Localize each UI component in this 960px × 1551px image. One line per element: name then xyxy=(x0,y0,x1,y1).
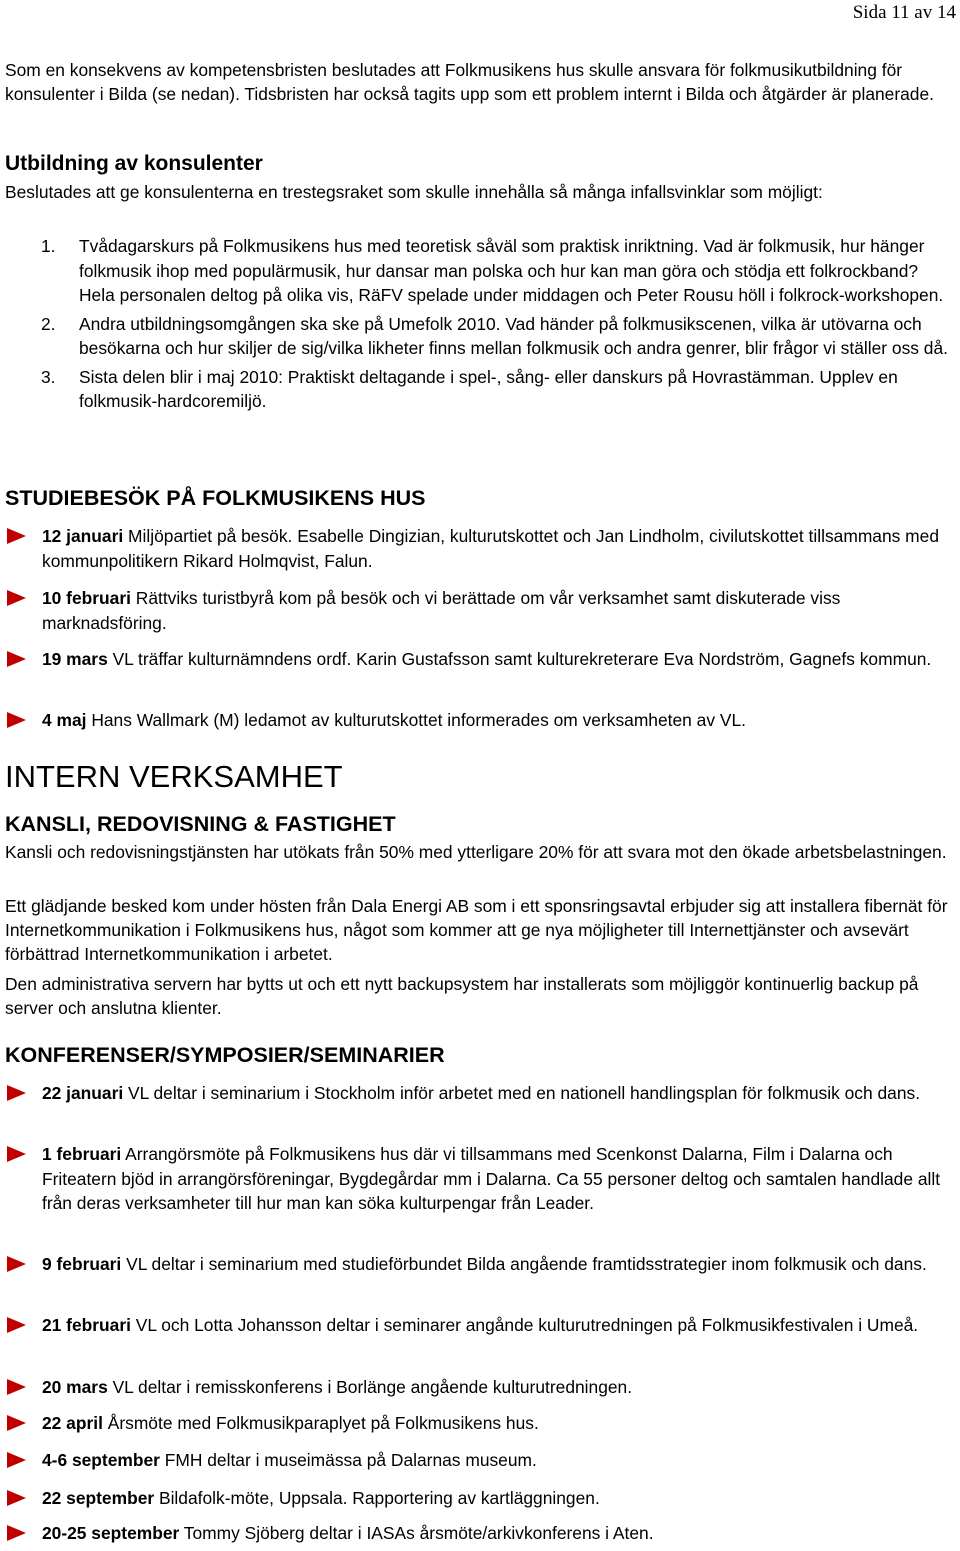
list-item xyxy=(5,312,955,361)
studiebesok-item xyxy=(5,524,955,573)
list-text: Andra utbildningsomgången ska ske på Umefolk 2010. Vad händer på folkmusikscenen, vilka är utövarna och besökarna och hur skiljer de sig/vilka likheter finns mellan folkmusik och andra genrer, blir frågor vi ställer oss då. xyxy=(79,313,948,358)
item-date: 20-25 september xyxy=(42,1523,180,1543)
item-text: Bildafolk-möte, Uppsala. Rapportering av kartläggningen. xyxy=(154,1488,600,1508)
bullet-arrow-icon xyxy=(7,1452,26,1468)
utbildning-lead: Beslutades att ge konsulenterna en trestegsraket som skulle innehålla så många infallsvinklar som möjligt: xyxy=(5,182,823,202)
item-text: Hans Wallmark (M) ledamot av kulturutskottet informerades om verksamheten av VL. xyxy=(86,710,746,730)
item-date: 21 februari xyxy=(42,1315,131,1335)
konferens-item xyxy=(5,1375,955,1400)
konferens-item xyxy=(5,1448,955,1473)
item-text: VL deltar i seminarium med studieförbundet Bilda angående framtidsstrategier inom folkmusik och dans. xyxy=(121,1254,927,1274)
item-text: VL deltar i remisskonferens i Borlänge angående kulturutredningen. xyxy=(107,1377,633,1397)
item-text: VL deltar i seminarium i Stockholm inför arbetet med en nationell handlingsplan för folkmusik och dans. xyxy=(123,1083,921,1103)
bullet-arrow-icon xyxy=(7,590,26,606)
item-date: 1 februari xyxy=(42,1144,122,1164)
item-date: 22 september xyxy=(42,1488,155,1508)
studiebesok-item xyxy=(5,647,955,672)
intro-paragraph: Som en konsekvens av kompetensbristen beslutades att Folkmusikens hus skulle ansvara för folkmusikutbildning för konsulenter i Bilda (se nedan). Tidsbristen har också tagits upp som ett problem internt i Bilda och åtgärder är planerade. xyxy=(5,60,934,104)
studiebesok-item xyxy=(5,586,955,635)
konferens-item xyxy=(5,1142,955,1216)
studiebesok-item xyxy=(5,708,955,733)
bullet-arrow-icon xyxy=(7,1525,26,1541)
item-text: Rättviks turistbyrå kom på besök och vi berättade om vår verksamhet samt diskuterade viss marknadsföring. xyxy=(42,588,841,633)
item-date: 10 februari xyxy=(42,588,131,608)
item-text: VL och Lotta Johansson deltar i seminarer angånde kulturutredningen på Folkmusikfestivalen i Umeå. xyxy=(130,1315,919,1335)
utbildning-list xyxy=(5,234,955,418)
bullet-arrow-icon xyxy=(7,1379,26,1395)
bullet-arrow-icon xyxy=(7,528,26,544)
konferens-item xyxy=(5,1313,955,1338)
kansli-heading: KANSLI, REDOVISNING & FASTIGHET xyxy=(5,812,396,836)
item-text: FMH deltar i museimässa på Dalarnas museum. xyxy=(159,1450,537,1470)
konferenser-heading: KONFERENSER/SYMPOSIER/SEMINARIER xyxy=(5,1043,445,1067)
bullet-arrow-icon xyxy=(7,1146,26,1162)
bullet-arrow-icon xyxy=(7,1317,26,1333)
item-date: 4 maj xyxy=(42,710,87,730)
item-date: 19 mars xyxy=(42,649,108,669)
bullet-arrow-icon xyxy=(7,712,26,728)
item-date: 22 januari xyxy=(42,1083,124,1103)
bullet-arrow-icon xyxy=(7,1415,26,1431)
item-text: VL träffar kulturnämndens ordf. Karin Gustafsson samt kulturekreterare Eva Nordström, Gagnefs kommun. xyxy=(107,649,932,669)
item-date: 9 februari xyxy=(42,1254,122,1274)
intern-heading: INTERN VERKSAMHET xyxy=(5,759,343,794)
bullet-arrow-icon xyxy=(7,651,26,667)
konferens-item xyxy=(5,1252,955,1277)
konferens-item xyxy=(5,1521,955,1546)
list-number: 1. xyxy=(41,236,56,256)
page-number: Sida 11 av 14 xyxy=(852,2,956,23)
konferens-item xyxy=(5,1486,955,1511)
list-number: 2. xyxy=(41,313,56,334)
konferens-item xyxy=(5,1081,955,1106)
kansli-paragraph-3: Den administrativa servern har bytts ut och ett nytt backupsystem har installerats som möjliggör kontinuerlig backup på server och anslutna klienter. xyxy=(5,974,919,1018)
item-date: 12 januari xyxy=(42,526,124,546)
studiebesok-heading: STUDIEBESÖK PÅ FOLKMUSIKENS HUS xyxy=(5,486,426,510)
bullet-arrow-icon xyxy=(7,1490,26,1506)
list-item xyxy=(5,365,955,414)
list-number: 3. xyxy=(41,366,56,387)
item-date: 4-6 september xyxy=(42,1450,160,1470)
kansli-paragraph-2: Ett glädjande besked kom under hösten från Dala Energi AB som i ett sponsringsavtal erbjuder sig att installera fibernät för Internetkommunikation i Folkmusikens hus, något som kommer att ge nya möjligheter till Internettjänster och avsevärt förbättrad Internetkommunikation i arbetet. xyxy=(5,896,948,964)
item-text: Arrangörsmöte på Folkmusikens hus där vi tillsammans med Scenkonst Dalarna, Film i Dalarna och Friteatern bjöd in arrangörsföreningar, Bygdegårdar mm i Dalarna. Ca 55 personer deltog och samtalen handlade allt från deras verksamheter till hur man kan söka kulturpengar från Leader. xyxy=(42,1144,941,1213)
item-date: 20 mars xyxy=(42,1377,108,1397)
list-text: Sista delen blir i maj 2010: Praktiskt deltagande i spel-, sång- eller danskurs på Hovrastämman. Upplev en folkmusik-hardcoremiljö. xyxy=(79,366,898,411)
item-text: Miljöpartiet på besök. Esabelle Dingizian, kulturutskottet och Jan Lindholm, civilutskottet tillsammans med kommunpolitikern Rikard Holmqvist, Falun. xyxy=(42,526,940,571)
item-text: Årsmöte med Folkmusikparaplyet på Folkmusikens hus. xyxy=(102,1413,539,1433)
utbildning-heading: Utbildning av konsulenter xyxy=(5,152,263,175)
list-item xyxy=(5,234,955,308)
bullet-arrow-icon xyxy=(7,1085,26,1101)
item-text: Tommy Sjöberg deltar i IASAs årsmöte/arkivkonferens i Aten. xyxy=(179,1523,654,1543)
list-text: Tvådagarskurs på Folkmusikens hus med teoretisk såväl som praktisk inriktning. Vad är folkmusik, hur hänger folkmusik ihop med populärmusik, hur dansar man polska och hur kan man göra och stödja ett folkrockband? Hela personalen deltog på olika vis, RäFV spelade under middagen och Peter Rousu höll i folkrock-workshopen. xyxy=(79,236,944,305)
kansli-paragraph-1: Kansli och redovisningstjänsten har utökats från 50% med ytterligare 20% för att svara mot den ökade arbetsbelastningen. xyxy=(5,842,947,862)
konferens-item xyxy=(5,1411,955,1436)
bullet-arrow-icon xyxy=(7,1256,26,1272)
item-date: 22 april xyxy=(42,1413,103,1433)
